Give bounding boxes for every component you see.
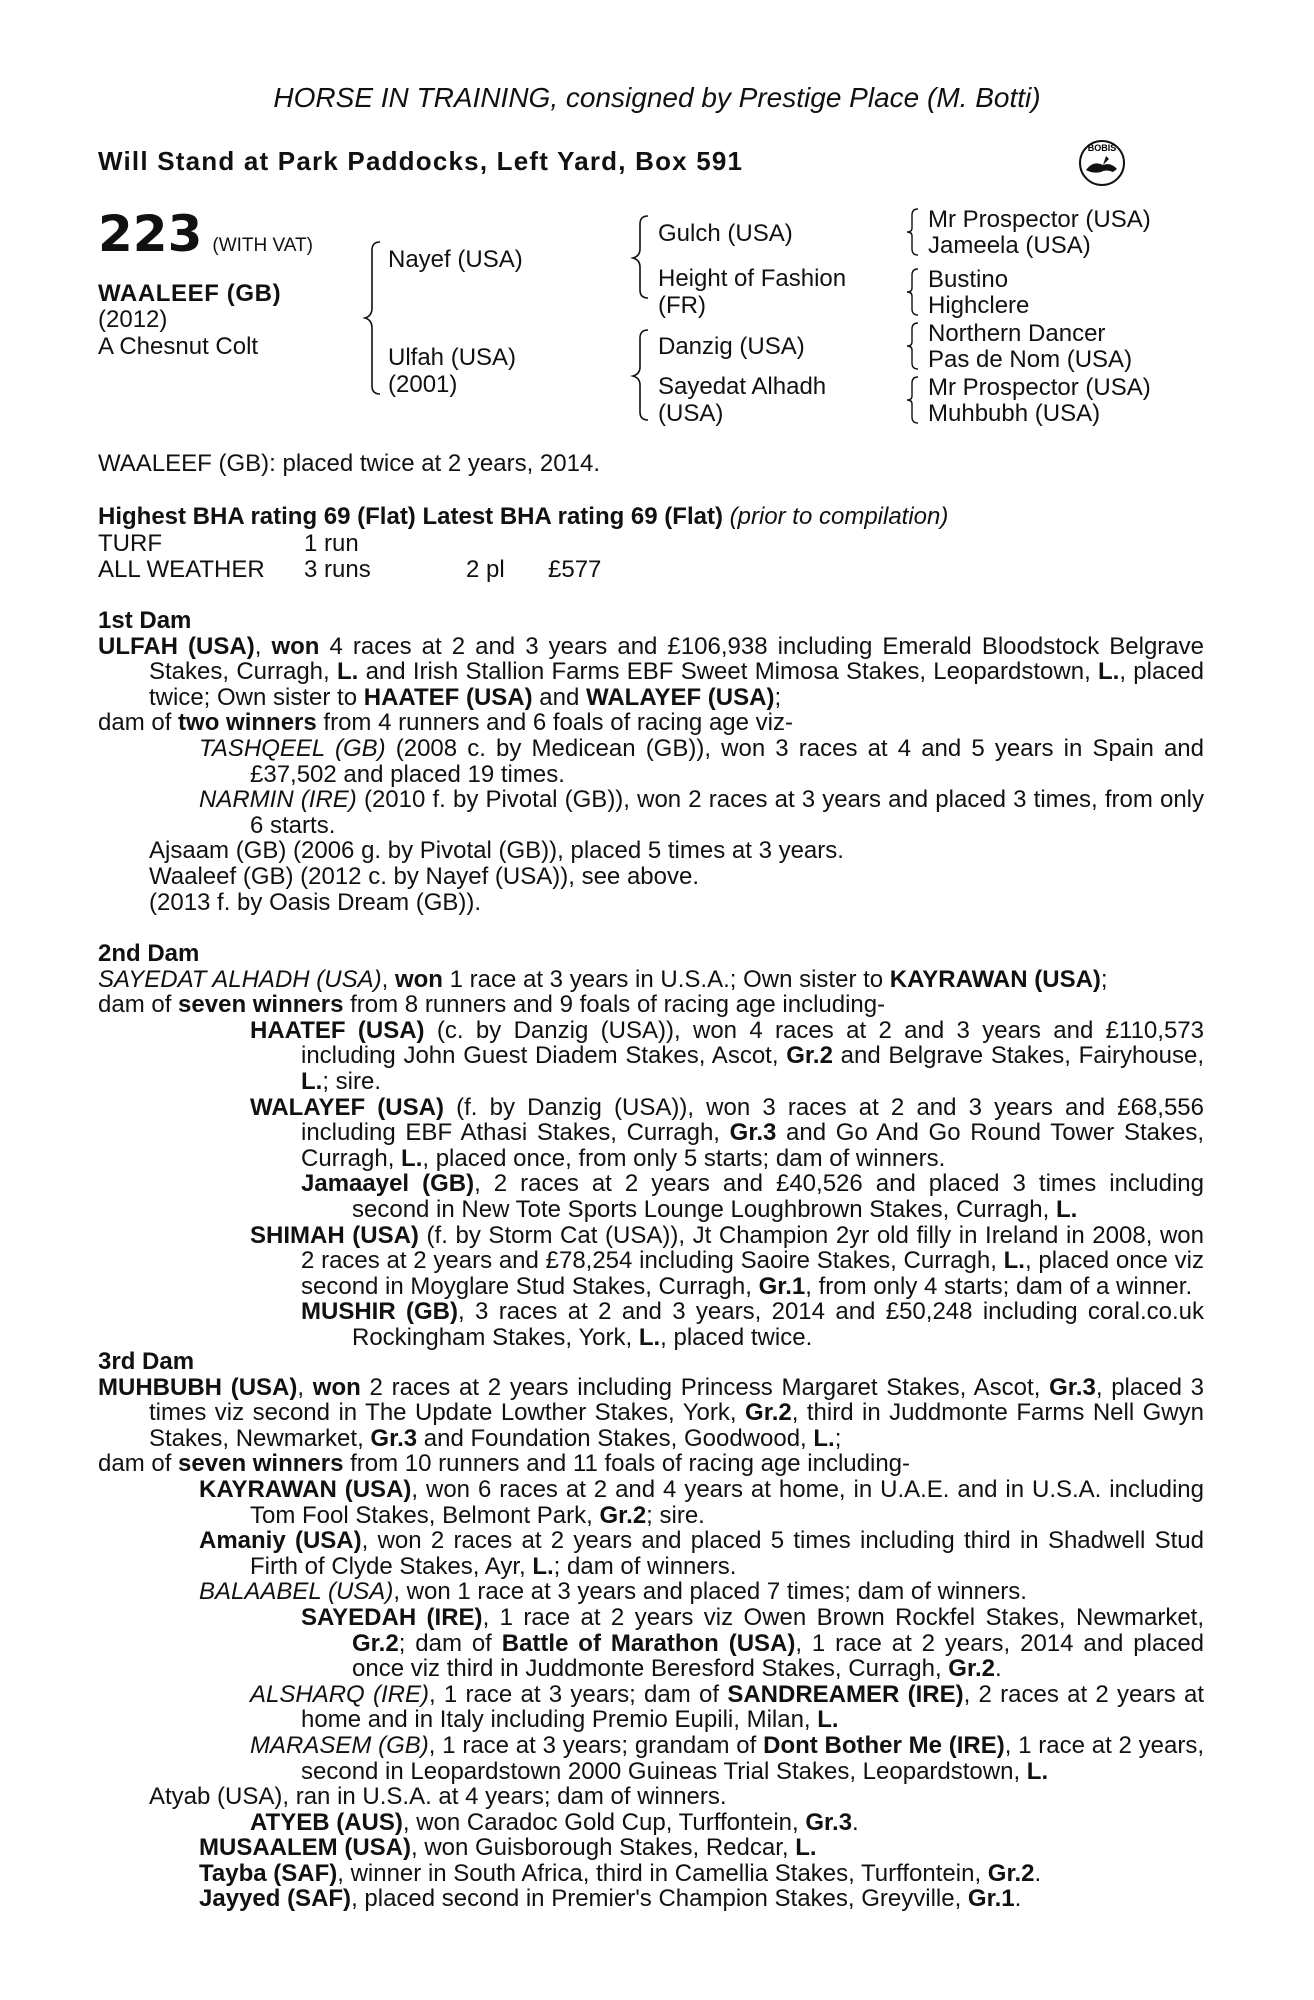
record-text: , placed twice; Own sister to — [149, 658, 1205, 711]
pedigree-sire-dam: Height of Fashion — [658, 265, 847, 292]
group-label: Gr.2 — [352, 1629, 399, 1657]
progeny-entry — [98, 787, 1204, 838]
record-text: , 1 race at 2 years viz Owen Brown Rockfel Stakes, Newmarket, — [482, 1603, 1205, 1631]
record-text: ; — [834, 1424, 842, 1452]
pedigree-sire-sire: Gulch (USA) — [658, 220, 793, 247]
progeny-entry: Atyab (USA), ran in U.S.A. at 4 years; dam of winners. — [149, 1783, 727, 1811]
record-text: dam of — [98, 709, 179, 737]
record-text: . — [1034, 1859, 1042, 1887]
record-text: 1 race at 3 years in U.S.A.; Own sister to — [442, 965, 890, 993]
group-label: Gr.2 — [987, 1859, 1035, 1887]
listed-label: L. — [1098, 658, 1120, 686]
record-text: , won Guisborough Stakes, Redcar, — [410, 1834, 796, 1862]
horse-name: WAALEEF (GB) — [98, 280, 282, 307]
first-dam-name: ULFAH (USA) — [98, 632, 255, 660]
listed-label: L. — [1003, 1247, 1025, 1275]
pedigree-dam: Ulfah (USA) — [388, 344, 517, 371]
group-label: Gr.3 — [370, 1424, 418, 1452]
progeny-name: MARASEM (GB) — [250, 1731, 429, 1759]
listed-label: L. — [1056, 1195, 1078, 1223]
pedigree-dam-year: (2001) — [388, 371, 458, 398]
record-text: , winner in South Africa, third in Camellia Stakes, Turffontein, — [337, 1859, 988, 1887]
record-text: and Foundation Stakes, Goodwood, — [417, 1424, 814, 1452]
third-dam-produce — [98, 1451, 1204, 1477]
aw-placings: 2 pl — [466, 556, 505, 583]
pedigree-gg4: Highclere — [928, 292, 1030, 319]
record-text: , placed second in Premier's Champion Stakes, Greyville, — [351, 1885, 968, 1913]
second-dam-record: SAYEDAT ALHADH (USA), won 1 race at 3 years in U.S.A.; Own sister to KAYRAWAN (USA); — [98, 965, 1108, 993]
pedigree-gg1: Mr Prospector (USA) — [928, 206, 1151, 233]
progeny-entry — [98, 1733, 1204, 1784]
second-dam-produce — [98, 992, 1204, 1018]
record-text: and Irish Stallion Farms EBF Sweet Mimosa Stakes, Leopardstown, — [358, 658, 1099, 686]
listed-label: L. — [638, 1323, 661, 1351]
group-label: Gr.2 — [786, 1042, 833, 1070]
progeny-name: TASHQEEL (GB) — [199, 734, 386, 762]
group-label: Gr.3 — [1049, 1373, 1096, 1401]
aw-label: ALL WEATHER — [98, 556, 265, 583]
progeny-entry: Waaleef (GB) (2012 c. by Nayef (USA)), see above. — [149, 862, 699, 890]
won-label: won — [271, 632, 320, 660]
bha-ratings — [98, 503, 948, 531]
record-text: , 2 races at 2 years at home and in Italy including Premio Eupili, Milan, — [301, 1680, 1205, 1734]
record-text: ; dam of — [398, 1629, 502, 1657]
turf-runs: 1 run — [304, 530, 359, 557]
record-text: , third in Juddmonte Farms Nell Gwyn Stakes, Newmarket, — [149, 1399, 1204, 1452]
progeny-name: KAYRAWAN (USA) — [199, 1475, 412, 1503]
second-dam-name: SAYEDAT ALHADH (USA) — [98, 965, 382, 993]
progeny-entry — [98, 1835, 1204, 1861]
record-text: , won 1 race at 3 years and placed 7 times; dam of winners. — [393, 1578, 1027, 1606]
aw-prize: £577 — [548, 556, 602, 583]
record-text: dam of — [98, 1450, 179, 1478]
record-text: and Belgrave Stakes, Fairyhouse, — [832, 1042, 1205, 1070]
turf-label: TURF — [98, 530, 162, 557]
pedigree-brace-3 — [630, 326, 650, 424]
progeny-name: Dont Bother Me (IRE) — [763, 1731, 1005, 1759]
progeny-entry — [98, 1018, 1204, 1095]
record-text: , won 2 races at 2 years and placed 5 times including third in Shadwell Stud Firth of Clyde Stakes, Ayr, — [250, 1527, 1204, 1580]
progeny-name: ATYEB (AUS) — [250, 1808, 403, 1836]
progeny-entry: (2013 f. by Oasis Dream (GB)). — [149, 888, 482, 916]
record-text: 2 races at 2 years including Princess Margaret Stakes, Ascot, — [360, 1373, 1050, 1401]
group-label: Gr.1 — [758, 1272, 806, 1300]
progeny-entry — [98, 1886, 1204, 1912]
progeny-name: Battle of Marathon (USA) — [501, 1629, 796, 1657]
pedigree-brace-4 — [904, 206, 920, 258]
group-label: Gr.2 — [599, 1501, 647, 1529]
group-label: Gr.2 — [948, 1655, 995, 1683]
record-text: , placed once viz second in Moyglare Stud Stakes, Curragh, — [301, 1247, 1204, 1300]
progeny-entry — [98, 1095, 1204, 1172]
third-dam-record: MUHBUBH (USA), won 2 races at 2 years including Princess Margaret Stakes, Ascot, Gr.3, placed 3 times viz second in The Update Lowther Stakes, York, Gr.2, third in Juddmonte Farms Nell Gwyn Stakes, Newmarket, Gr.3 and Foundation Stakes, Goodwood, L.; — [98, 1373, 1205, 1452]
progeny-name: ALSHARQ (IRE) — [250, 1680, 429, 1708]
aw-runs: 3 runs — [304, 556, 371, 583]
lot-number — [98, 205, 313, 263]
horse-year: (2012) — [98, 306, 168, 333]
winners-count: two winners — [178, 709, 317, 737]
record-text: dam of — [98, 991, 179, 1019]
bobis-logo — [1073, 132, 1131, 190]
svg-text:BOBIS: BOBIS — [1087, 143, 1117, 153]
winners-count: seven winners — [178, 1450, 344, 1478]
record-text: and — [532, 683, 586, 711]
listed-label: L. — [813, 1424, 835, 1452]
listed-label: L. — [1026, 1757, 1049, 1785]
race-summary: WAALEEF (GB): placed twice at 2 years, 2014. — [98, 450, 600, 477]
pedigree-dam-dam: Sayedat Alhadh — [658, 373, 827, 400]
pedigree-brace-1 — [362, 238, 382, 398]
progeny-name: Jamaayel (GB) — [301, 1170, 475, 1198]
first-dam-section — [98, 608, 1204, 915]
record-text: (f. by Storm Cat (USA)), Jt Champion 2yr old filly in Ireland in 2008, won 2 races at 2 years and £78,254 including Saoire Stakes, Curragh, — [301, 1221, 1204, 1275]
group-label: Gr.3 — [729, 1119, 777, 1147]
pedigree-gg8: Muhbubh (USA) — [928, 400, 1101, 427]
pedigree-sire-dam-country: (FR) — [658, 292, 706, 319]
third-dam-heading: 3rd Dam — [98, 1348, 195, 1375]
pedigree-dam-sire: Danzig (USA) — [658, 333, 805, 360]
progeny-name: SANDREAMER (IRE) — [727, 1680, 964, 1708]
pedigree-gg2: Jameela (USA) — [928, 232, 1091, 259]
won-label: won — [312, 1373, 361, 1401]
record-text: , 1 race at 2 years, second in Leopardstown 2000 Guineas Trial Stakes, Leopardstown, — [301, 1731, 1205, 1785]
pedigree-sire: Nayef (USA) — [388, 246, 523, 273]
sibling-name: KAYRAWAN (USA) — [889, 965, 1101, 993]
progeny-name: MUSHIR (GB) — [301, 1298, 458, 1326]
listed-label: L. — [532, 1552, 554, 1580]
record-text: ; sire. — [646, 1501, 705, 1529]
record-text: ; — [1100, 965, 1108, 993]
pedigree-gg5: Northern Dancer — [928, 320, 1106, 347]
progeny-name: Tayba (SAF) — [199, 1859, 338, 1887]
progeny-entry — [98, 1605, 1204, 1682]
pedigree-gg6: Pas de Nom (USA) — [928, 346, 1133, 373]
group-label: Gr.1 — [967, 1885, 1015, 1913]
record-text: , 2 races at 2 years and £40,526 and placed 3 times including second in New Tote Sports Lounge Loughbrown Stakes, Curragh, — [352, 1170, 1204, 1223]
progeny-name: Amaniy (USA) — [199, 1527, 362, 1555]
progeny-entry — [98, 1477, 1204, 1528]
pedigree-brace-5 — [904, 266, 920, 318]
horse-description: A Chesnut Colt — [98, 333, 259, 360]
progeny-name: HAATEF (USA) — [250, 1016, 425, 1044]
listed-label: L. — [336, 658, 359, 686]
progeny-entry: Ajsaam (GB) (2006 g. by Pivotal (GB)), placed 5 times at 3 years. — [149, 837, 844, 865]
progeny-entry — [98, 1861, 1204, 1887]
progeny-name: NARMIN (IRE) — [199, 786, 357, 814]
group-label: Gr.2 — [745, 1399, 792, 1427]
record-text: , placed once, from only 5 starts; dam of winners. — [422, 1144, 946, 1172]
record-text: (2008 c. by Medicean (GB)), won 3 races at 4 and 5 years in Spain and £37,502 and placed 19 times. — [250, 734, 1204, 788]
winners-count: seven winners — [178, 991, 344, 1019]
page-header: HORSE IN TRAINING, consigned by Prestige Place (M. Botti) — [273, 82, 1041, 113]
record-text: . — [852, 1808, 859, 1836]
first-dam-record: ULFAH (USA), won 4 races at 2 and 3 years and £106,938 including Emerald Bloodstock Belgrave Stakes, Curragh, L. and Irish Stallion Farms EBF Sweet Mimosa Stakes, Leopardstown, L., placed twice; Own sister to HAATEF (USA) and WALAYEF (USA); — [98, 632, 1205, 711]
progeny-name: MUSAALEM (USA) — [199, 1834, 411, 1862]
record-text: . — [1014, 1885, 1022, 1913]
progeny-entry — [98, 736, 1204, 787]
lot-number-value: 223 — [98, 205, 203, 263]
sibling-name: WALAYEF (USA) — [586, 683, 775, 711]
progeny-name: SAYEDAH (IRE) — [301, 1603, 483, 1631]
progeny-name: Jayyed (SAF) — [199, 1885, 352, 1913]
first-dam-heading: 1st Dam — [98, 607, 192, 634]
vat-note: (WITH VAT) — [212, 235, 313, 256]
record-text: (f. by Danzig (USA)), won 3 races at 2 and 3 years and £68,556 including EBF Athasi Stakes, Curragh, — [301, 1093, 1204, 1147]
pedigree-brace-7 — [904, 374, 920, 426]
first-dam-produce — [98, 710, 1204, 736]
record-text: , won Caradoc Gold Cup, Turffontein, — [402, 1808, 806, 1836]
progeny-entry — [98, 1579, 1204, 1605]
pedigree-brace-6 — [904, 320, 920, 372]
record-text: , won 6 races at 2 and 4 years at home, in U.A.E. and in U.S.A. including Tom Fool Stakes, Belmont Park, — [250, 1475, 1204, 1529]
second-dam-section — [98, 941, 1204, 1351]
record-text: and Go And Go Round Tower Stakes, Curragh, — [301, 1119, 1204, 1172]
bha-ratings-text: Highest BHA rating 69 (Flat) Latest BHA rating 69 (Flat) — [98, 503, 723, 530]
pedigree-dam-dam-country: (USA) — [658, 400, 724, 427]
progeny-entry — [98, 1528, 1204, 1579]
group-label: Gr.3 — [805, 1808, 853, 1836]
record-text: ; sire. — [322, 1067, 382, 1095]
pedigree-gg3: Bustino — [928, 266, 1009, 293]
progeny-name: WALAYEF (USA) — [250, 1093, 444, 1121]
record-text: , 1 race at 3 years; dam of — [428, 1680, 728, 1708]
listed-label: L. — [795, 1834, 817, 1862]
progeny-name: SHIMAH (USA) — [250, 1221, 419, 1249]
record-text: from 10 runners and 11 foals of racing age including- — [343, 1450, 911, 1478]
listed-label: L. — [817, 1706, 839, 1734]
record-text: . — [995, 1655, 1002, 1683]
third-dam-section — [98, 1349, 1204, 1912]
second-dam-heading: 2nd Dam — [98, 940, 200, 967]
won-label: won — [394, 965, 443, 993]
progeny-entry — [98, 1171, 1204, 1222]
record-text: , from only 4 starts; dam of a winner. — [805, 1272, 1193, 1300]
sibling-name: HAATEF (USA) — [363, 683, 533, 711]
pedigree-brace-2 — [630, 212, 650, 302]
record-text: , placed 3 times viz second in The Update Lowther Stakes, York, — [149, 1373, 1205, 1427]
record-text: , placed twice. — [660, 1323, 813, 1351]
progeny-name: BALAABEL (USA) — [199, 1578, 394, 1606]
record-text: ; dam of winners. — [553, 1552, 737, 1580]
third-dam-name: MUHBUBH (USA) — [98, 1373, 298, 1401]
progeny-entry — [98, 1299, 1204, 1350]
record-text: , 1 race at 3 years; grandam of — [428, 1731, 764, 1759]
pedigree-gg7: Mr Prospector (USA) — [928, 374, 1151, 401]
record-text: from 8 runners and 9 foals of racing age including- — [343, 991, 886, 1019]
record-text: , 1 race at 2 years, 2014 and placed once viz third in Juddmonte Beresford Stakes, Curragh, — [352, 1629, 1205, 1683]
bha-ratings-note: (prior to compilation) — [729, 503, 949, 530]
record-text: 4 races at 2 and 3 years and £106,938 including Emerald Bloodstock Belgrave Stakes, Curragh, — [149, 632, 1204, 686]
record-text: from 4 runners and 6 foals of racing age viz- — [316, 709, 793, 737]
listed-label: L. — [401, 1144, 423, 1172]
progeny-entry — [98, 1810, 1204, 1836]
stand-location: Will Stand at Park Paddocks, Left Yard, Box 591 — [98, 146, 744, 176]
progeny-entry — [98, 1682, 1204, 1733]
progeny-entry — [98, 1223, 1204, 1300]
record-text: (c. by Danzig (USA)), won 4 races at 2 and 3 years and £110,573 including John Guest Diadem Stakes, Ascot, — [301, 1016, 1204, 1070]
record-text: ; — [774, 683, 782, 711]
record-text: (2010 f. by Pivotal (GB)), won 2 races at 3 years and placed 3 times, from only 6 starts. — [250, 786, 1204, 839]
listed-label: L. — [301, 1067, 323, 1095]
record-text: , 3 races at 2 and 3 years, 2014 and £50,248 including coral.co.uk Rockingham Stakes, York, — [352, 1298, 1204, 1351]
